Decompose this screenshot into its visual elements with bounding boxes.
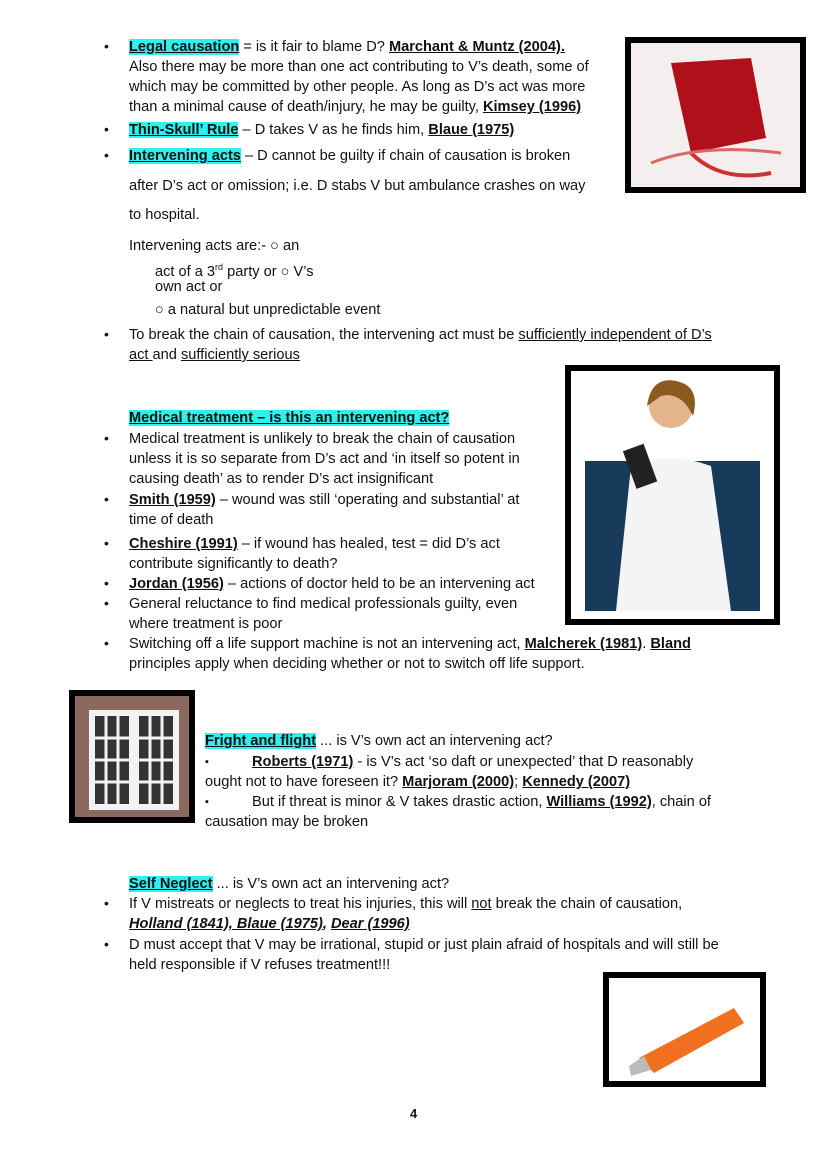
text-line: ○ a natural but unpredictable event	[155, 302, 381, 318]
window-image	[69, 690, 195, 823]
case-roberts: Roberts (1971)	[252, 754, 354, 770]
text: If V mistreats or neglects to treat his injuries, this will	[129, 896, 472, 912]
text-line	[129, 98, 581, 116]
square-bullet: ▪	[205, 796, 209, 808]
text-line: Also there may be more than one act contributing to V’s death, some of	[129, 59, 589, 75]
term-legal-causation: Legal causation	[129, 39, 240, 55]
text-line: where treatment is poor	[129, 616, 283, 632]
text-line: causing death’ as to render D’s act insignificant	[129, 471, 434, 487]
text: , chain of	[651, 794, 711, 810]
superscript: rd	[215, 262, 224, 272]
case-dear: Dear (1996)	[330, 916, 410, 932]
case-cheshire: Cheshire (1991)	[129, 536, 238, 552]
text: ought not to have foreseen it?	[205, 774, 403, 790]
text-line: held responsible if V refuses treatment!!!	[129, 957, 391, 973]
text: and	[152, 347, 181, 363]
text-line	[129, 895, 682, 913]
bullet: •	[104, 430, 109, 446]
intervening-acts-line	[129, 147, 570, 165]
text-line: General reluctance to find medical professionals guilty, even	[129, 596, 518, 612]
text-line: causation may be broken	[205, 814, 369, 830]
text-line: Medical treatment is unlikely to break the chain of causation	[129, 431, 516, 447]
text: ... is V’s own act an intervening act?	[212, 876, 450, 892]
bullet: •	[104, 121, 109, 137]
text: ;	[514, 774, 523, 790]
heading-text: Medical treatment – is this an intervening act?	[129, 410, 450, 426]
bullet: •	[104, 38, 109, 54]
text: ,	[322, 916, 331, 932]
text-line	[252, 753, 693, 771]
text: – D takes V as he finds him,	[238, 122, 429, 138]
case-kennedy: Kennedy (2007)	[522, 774, 631, 790]
square-bullet: ▪	[205, 756, 209, 768]
box-cutter-image	[603, 972, 766, 1087]
text-line: principles apply when deciding whether or not to switch off life support.	[129, 656, 585, 672]
case-marchant-muntz: Marchant & Muntz (2004).	[388, 39, 565, 55]
blood-bag-image	[625, 37, 806, 193]
case-williams: Williams (1992)	[546, 794, 652, 810]
text: act of a 3	[155, 263, 216, 280]
text-line	[129, 635, 691, 653]
text-line	[129, 326, 712, 344]
term-self-neglect: Self Neglect	[129, 876, 213, 892]
medical-treatment-heading	[129, 409, 449, 427]
text-line: D must accept that V may be irrational, stupid or just plain afraid of hospitals and will still be	[129, 937, 719, 953]
term-intervening-acts: Intervening acts	[129, 148, 241, 164]
text-line: to hospital.	[129, 207, 200, 223]
text: Switching off a life support machine is not an intervening act,	[129, 636, 525, 652]
text-line: unless it is so separate from D’s act and ‘in itself so potent in	[129, 451, 520, 467]
term-thin-skull: Thin-Skull’ Rule	[129, 122, 239, 138]
text: .	[642, 636, 651, 652]
text-line	[129, 915, 410, 933]
text: party or ○ V’s	[223, 263, 314, 280]
text: – if wound has healed, test = did D’s act	[237, 536, 500, 552]
legal-causation-line	[129, 38, 565, 56]
case-kimsey: Kimsey (1996)	[482, 99, 582, 115]
text-line	[129, 575, 535, 593]
text: sufficiently independent of D’s	[518, 327, 712, 343]
thin-skull-line	[129, 121, 514, 139]
text: than a minimal cause of death/injury, he may be guilty,	[129, 99, 483, 115]
text: But if threat is minor & V takes drastic action,	[252, 794, 547, 810]
text: ... is V’s own act an intervening act?	[316, 733, 553, 749]
text-line: contribute significantly to death?	[129, 556, 338, 572]
text-line: after D’s act or omission; i.e. D stabs V but ambulance crashes on way	[129, 178, 586, 194]
text: To break the chain of causation, the intervening act must be	[129, 327, 519, 343]
text-line	[252, 793, 711, 811]
self-neglect-heading	[129, 875, 449, 893]
text-line	[129, 491, 519, 509]
fright-flight-heading	[205, 732, 553, 750]
text-line	[129, 535, 500, 553]
text-line: which may be committed by other people. As long as D’s act was more	[129, 79, 586, 95]
text: break the chain of causation,	[491, 896, 683, 912]
text: = is it fair to blame D?	[239, 39, 389, 55]
text: – wound was still ‘operating and substantial’ at	[215, 492, 520, 508]
bullet: •	[104, 326, 109, 342]
bullet: •	[104, 895, 109, 911]
text: not	[471, 896, 492, 912]
bullet: •	[104, 635, 109, 651]
bullet: •	[104, 936, 109, 952]
case-bland: Bland	[650, 636, 691, 652]
text-line	[205, 773, 630, 791]
text: – actions of doctor held to be an intervening act	[223, 576, 535, 592]
bullet: •	[104, 575, 109, 591]
cases-holland-blaue: Holland (1841), Blaue (1975)	[129, 916, 323, 932]
case-marjoram: Marjoram (2000)	[402, 774, 515, 790]
case-malcherek: Malcherek (1981)	[524, 636, 643, 652]
text: - is V’s act ‘so daft or unexpected’ that D reasonably	[353, 754, 694, 770]
bullet: •	[104, 147, 109, 163]
text-line: time of death	[129, 512, 214, 528]
doctor-image	[565, 365, 780, 625]
bullet: •	[104, 491, 109, 507]
bullet: •	[104, 535, 109, 551]
text-line	[129, 346, 300, 364]
text-line: own act or	[155, 279, 223, 295]
text-line: Intervening acts are:- ○ an	[129, 238, 300, 254]
text: sufficiently serious	[180, 347, 300, 363]
case-blaue: Blaue (1975)	[428, 122, 515, 138]
term-fright-flight: Fright and flight	[205, 733, 317, 749]
page-number: 4	[410, 1106, 418, 1121]
text: act	[129, 347, 153, 363]
case-jordan: Jordan (1956)	[129, 576, 224, 592]
bullet: •	[104, 595, 109, 611]
text: – D cannot be guilty if chain of causation is broken	[240, 148, 571, 164]
case-smith: Smith (1959)	[129, 492, 216, 508]
